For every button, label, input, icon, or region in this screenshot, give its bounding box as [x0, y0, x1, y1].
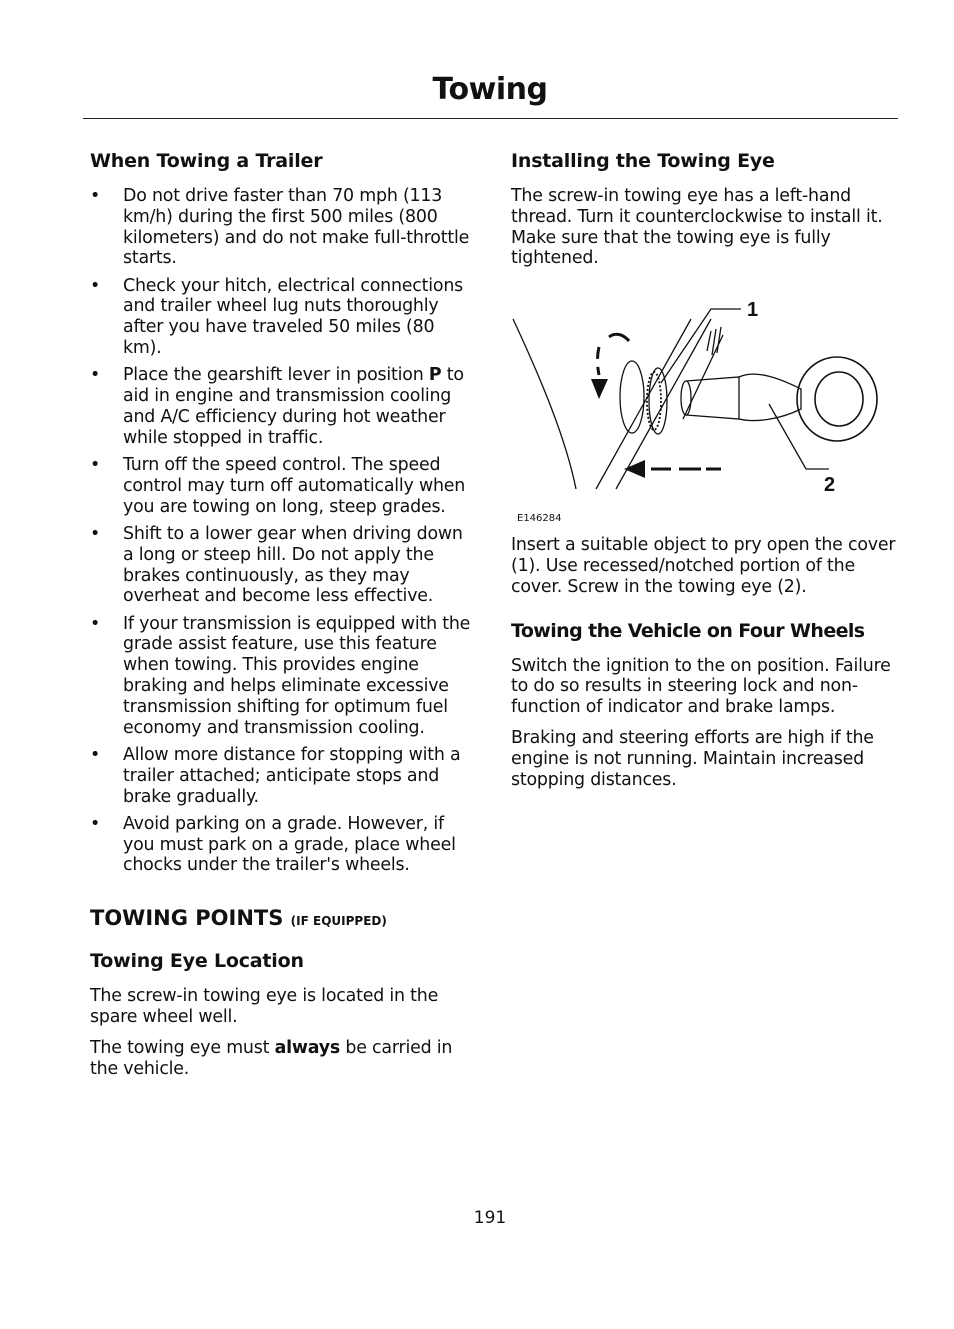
- list-item-text: Shift to a lower gear when driving down a long or steep hill. Do not apply the brakes continuously, as they may overheat and become less effective.: [123, 523, 463, 607]
- list-item-text: Do not drive faster than 70 mph (113 km/h) during the first 500 miles (800 kilometers) and do not make full-throttle starts.: [123, 186, 470, 269]
- list-item: [90, 455, 475, 517]
- para-text-after: be carried in the vehicle.: [90, 1037, 453, 1079]
- figure-code: E146284: [517, 513, 562, 525]
- list-item: [90, 524, 475, 607]
- bullet: •: [90, 275, 101, 296]
- callout-2: 2: [824, 474, 836, 497]
- emphasis-always: always: [274, 1037, 341, 1058]
- eye-location-heading: Towing Eye Location: [90, 950, 304, 973]
- para-text-before: The towing eye must: [90, 1037, 275, 1058]
- left-column: [90, 150, 475, 1089]
- four-wheels-heading: Towing the Vehicle on Four Wheels: [511, 619, 865, 642]
- bullet: •: [90, 365, 101, 386]
- list-item-text: Turn off the speed control. The speed control may turn off automatically when you are towing on long, steep grades.: [123, 455, 466, 517]
- list-item-text: Check your hitch, electrical connections and trailer wheel lug nuts thoroughly after you have traveled 50 miles (80 km).: [123, 275, 464, 359]
- towing-points-title: TOWING POINTS: [90, 906, 284, 931]
- bullet: •: [90, 523, 101, 544]
- list-item-text: If your transmission is equipped with the grade assist feature, use this feature when towing. This provides engine braking and helps eliminate excessive transmission shifting for optimum fuel economy and transmission cooling.: [123, 613, 471, 738]
- list-item: [90, 745, 475, 807]
- list-item-text: Avoid parking on a grade. However, if you must park on a grade, place wheel chocks under the trailer's wheels.: [123, 813, 456, 876]
- bullet: •: [90, 613, 101, 634]
- four-wheels-para-2: Braking and steering efforts are high if the engine is not running. Maintain increased stopping distances.: [511, 727, 874, 790]
- right-column: [511, 150, 896, 800]
- installing-heading: Installing the Towing Eye: [511, 150, 775, 172]
- towing-eye-illustration: [511, 289, 896, 529]
- towing-points-heading: [90, 906, 475, 930]
- eye-location-para-1: The screw-in towing eye is located in the spare wheel well.: [90, 986, 439, 1027]
- towing-eye-figure: [511, 289, 896, 529]
- bullet: •: [90, 455, 101, 476]
- gear-position-p: P: [428, 365, 442, 386]
- callout-1: 1: [747, 299, 759, 322]
- list-item: [90, 814, 475, 876]
- when-towing-list: [90, 186, 475, 876]
- towing-points-qualifier: (IF EQUIPPED): [290, 914, 387, 929]
- eye-location-para-2: [90, 1038, 475, 1080]
- installing-para-1: The screw-in towing eye has a left-hand thread. Turn it counterclockwise to install it. Make sure that the towing eye is fully tightened.: [511, 186, 883, 269]
- page-title: Towing: [432, 72, 548, 107]
- bullet: •: [90, 186, 101, 206]
- four-wheels-para-1: Switch the ignition to the on position. Failure to do so results in steering lock and non-function of indicator and brake lamps.: [511, 655, 891, 718]
- bullet: •: [90, 744, 101, 765]
- installing-para-2: Insert a suitable object to pry open the cover (1). Use recessed/notched portion of the cover. Screw in the towing eye (2).: [511, 535, 896, 597]
- list-item-text-before: Place the gearshift lever in position: [123, 365, 429, 386]
- when-towing-heading: When Towing a Trailer: [90, 150, 323, 172]
- list-item: [90, 614, 475, 739]
- list-item: [90, 276, 475, 359]
- list-item-text: Allow more distance for stopping with a trailer attached; anticipate stops and brake gradually.: [123, 744, 461, 807]
- list-item: [90, 186, 475, 269]
- list-item: [90, 365, 475, 448]
- title-divider: [83, 118, 898, 119]
- list-item-text-after: to aid in engine and transmission cooling and A/C efficiency during hot weather while stopped in traffic.: [123, 365, 464, 448]
- bullet: •: [90, 813, 101, 834]
- page-number: 191: [473, 1208, 507, 1228]
